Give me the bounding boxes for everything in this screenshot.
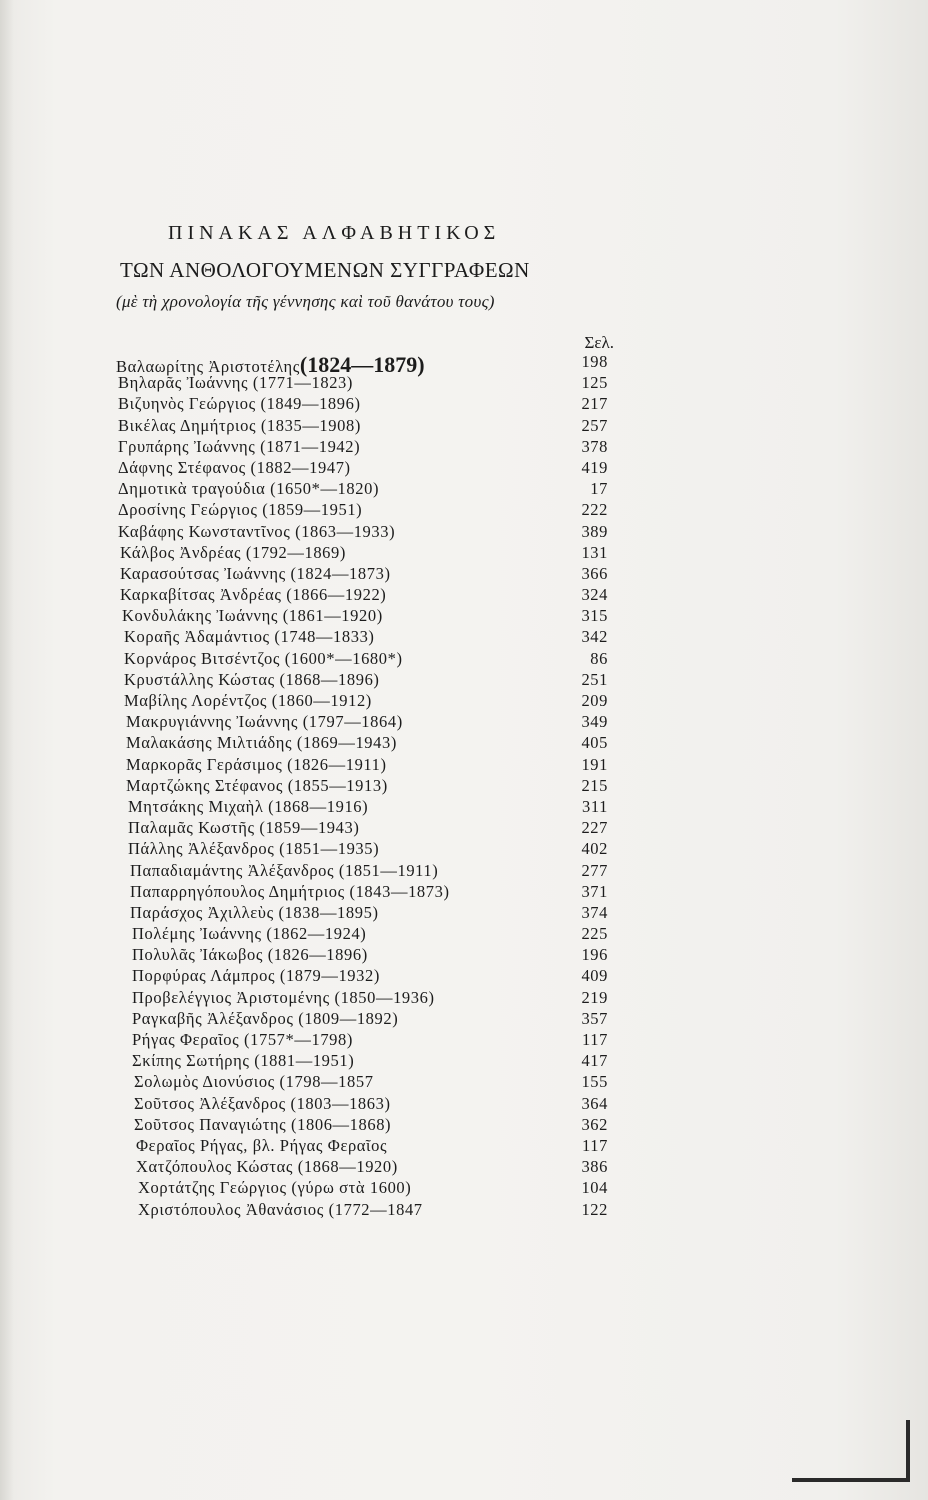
index-entry-page: 402 — [581, 839, 608, 859]
index-entry-years: (1855—1913) — [287, 775, 388, 795]
index-entry-years: (1879—1932) — [279, 966, 380, 986]
index-entry-author-name: Καρασούτσας Ἰωάννης — [120, 563, 286, 583]
index-entry-author — [118, 416, 361, 436]
index-entry-years: (1863—1933) — [295, 521, 396, 541]
index-entry-author-name: Σοῦτσος Ἀλέξανδρος — [134, 1093, 286, 1113]
index-entry-author — [136, 1157, 398, 1177]
index-entry-years: (1824—1879) — [299, 352, 425, 377]
index-entry-years: (1859—1943) — [259, 818, 360, 838]
index-entry — [0, 776, 928, 797]
index-entry-page: 125 — [581, 373, 608, 393]
index-entry-years: (1868—1920) — [297, 1157, 398, 1177]
index-note: (μὲ τὴ χρονολογία τῆς γέννησης καὶ τοῦ θανάτου τους) — [116, 292, 495, 311]
index-entry-years: (1862—1924) — [266, 924, 367, 944]
index-entry — [0, 882, 928, 903]
index-entry-page: 191 — [581, 754, 608, 774]
index-entry-author — [124, 670, 380, 690]
index-entry — [0, 691, 928, 712]
index-entry-author-name: Κοραῆς Ἀδαμάντιος — [124, 627, 270, 647]
index-entry — [0, 966, 928, 987]
index-entry — [0, 1136, 928, 1157]
index-entry-author — [120, 585, 386, 605]
index-entry-author-name: Πολυλᾶς Ἰάκωβος — [132, 945, 263, 965]
index-entry-author — [128, 839, 379, 859]
index-entry — [0, 839, 928, 860]
index-entry-page: 198 — [581, 352, 608, 371]
index-entry — [0, 606, 928, 627]
index-entry-years: (1826—1911) — [287, 754, 387, 774]
index-entry-author — [120, 543, 346, 563]
index-entry-page: 378 — [581, 436, 608, 456]
index-entry-author — [126, 755, 387, 775]
index-entry — [0, 1009, 928, 1030]
index-entry — [0, 903, 928, 924]
index-entry — [0, 416, 928, 437]
index-entry-years: (1838—1895) — [278, 902, 379, 922]
index-entry-author — [132, 945, 368, 965]
index-entry-author — [124, 627, 375, 647]
index-entry-author — [134, 1094, 391, 1114]
index-entry-years: (1850—1936) — [334, 987, 435, 1007]
index-entry-author — [126, 712, 403, 732]
index-entry-years: (1757*—1798) — [244, 1030, 353, 1049]
index-entry-author — [118, 373, 353, 393]
index-entry — [0, 585, 928, 606]
index-entry-page: 196 — [581, 945, 608, 965]
index-entry-years: (1843—1873) — [349, 881, 450, 901]
index-entry-years: (1868—1916) — [268, 796, 369, 816]
index-entry-author-name: Δροσίνης Γεώργιος — [118, 500, 258, 520]
index-entry-author-name: Χορτάτζης Γεώργιος — [138, 1178, 287, 1198]
index-entry-years: (1798—1857 — [279, 1072, 374, 1092]
index-entry — [0, 458, 928, 479]
index-entry — [0, 924, 928, 945]
index-entry-page: 386 — [581, 1157, 608, 1177]
index-entry — [0, 818, 928, 839]
index-entry-years: (1748—1833) — [274, 627, 375, 647]
index-entry-author-name: Ρήγας Φεραῖος — [132, 1030, 240, 1049]
index-entry-author-name: Σοῦτσος Παναγιώτης — [134, 1114, 287, 1134]
index-entry-author-name: Καβάφης Κωνσταντῖνος — [118, 521, 291, 541]
index-entry — [0, 733, 928, 754]
index-entry-page: 277 — [581, 860, 608, 880]
index-entry-page: 215 — [581, 775, 608, 795]
crop-mark-vertical — [906, 1420, 910, 1482]
index-entry-author — [126, 776, 388, 796]
index-entry-author — [132, 924, 366, 944]
index-entry — [0, 543, 928, 564]
index-entry-author-name: Μαβίλης Λορέντζος — [124, 691, 268, 710]
index-entry — [0, 522, 928, 543]
index-entry-author-name: Κάλβος Ἀνδρέας — [120, 542, 242, 562]
index-entry-page: 374 — [581, 902, 608, 922]
index-entry-page: 419 — [581, 457, 608, 477]
index-entry-author-name: Βικέλας Δημήτριος — [118, 415, 257, 435]
index-entry-author — [128, 797, 368, 817]
index-entry-page: 86 — [590, 648, 608, 668]
index-entry-author-name: Καρκαβίτσας Ἀνδρέας — [120, 585, 282, 605]
index-entry-years: (1650*—1820) — [270, 479, 380, 499]
index-entry-author-name: Μαρτζώκης Στέφανος — [126, 775, 283, 795]
index-entry-page: 364 — [581, 1093, 608, 1113]
index-entry-page: 17 — [590, 479, 608, 499]
index-entry-page: 209 — [581, 691, 608, 710]
index-entry-author-name: Κορνάρος Βιτσέντζος — [124, 648, 281, 668]
index-entry-author-name: Μαρκορᾶς Γεράσιμος — [126, 754, 283, 774]
index-entry — [0, 755, 928, 776]
index-entry-author-name: Πάλλης Ἀλέξανδρος — [128, 839, 275, 859]
index-entry-years: (1861—1920) — [282, 606, 383, 626]
index-entry-page: 405 — [581, 733, 608, 753]
index-entry-author-name: Χριστόπουλος Ἀθανάσιος — [138, 1199, 324, 1219]
index-entry — [0, 437, 928, 458]
index-entry-years: (1869—1943) — [296, 733, 397, 753]
index-entry-years: (1835—1908) — [260, 415, 361, 435]
index-entry-page: 315 — [581, 606, 608, 626]
index-entry-author — [118, 500, 362, 520]
index-entry-author — [134, 1115, 391, 1135]
index-entry-author — [136, 1136, 387, 1156]
index-entry-page: 155 — [581, 1072, 608, 1092]
index-entry-years: (1882—1947) — [250, 457, 351, 477]
index-entry — [0, 627, 928, 648]
index-entry-page: 409 — [581, 966, 608, 986]
index-entry-author-name: Προβελέγγιος Ἀριστομένης — [132, 987, 330, 1007]
index-entry — [0, 352, 928, 377]
crop-mark-horizontal — [792, 1478, 910, 1482]
index-entry-author — [118, 522, 395, 542]
index-entry-years: (1868—1896) — [279, 669, 380, 689]
index-entry-author — [118, 437, 360, 457]
index-entry-author-name: Μακρυγιάννης Ἰωάννης — [126, 712, 298, 732]
index-entry-years: (1849—1896) — [260, 394, 361, 414]
index-entry-author — [132, 1009, 398, 1029]
index-entry-page: 122 — [581, 1199, 608, 1219]
index-entry-years: (1866—1922) — [286, 585, 387, 605]
index-title: ΠΙΝΑΚΑΣ ΑΛΦΑΒΗΤΙΚΟΣ — [168, 222, 501, 244]
index-entry-author-name: Βηλαρᾶς Ἰωάννης — [118, 373, 249, 393]
index-entry-page: 225 — [581, 924, 608, 944]
index-entry-page: 251 — [581, 669, 608, 689]
index-entry-page: 389 — [581, 521, 608, 541]
index-entry-author-name: Κονδυλάκης Ἰωάννης — [122, 606, 278, 626]
index-entry-page: 219 — [581, 987, 608, 1007]
index-entry-years: (1881—1951) — [254, 1051, 355, 1071]
index-entry-page: 349 — [581, 712, 608, 732]
index-entry-page: 371 — [581, 881, 608, 901]
index-entry-author — [118, 479, 379, 499]
index-entry-author — [132, 1030, 353, 1050]
index-entry-page: 342 — [581, 627, 608, 647]
page-column-header: Σελ. — [584, 333, 614, 352]
index-entry-author — [134, 1072, 374, 1092]
index-entry — [0, 479, 928, 500]
index-entry — [0, 649, 928, 670]
index-entry-years: (1851—1935) — [279, 839, 380, 859]
index-entry-page: 117 — [582, 1030, 608, 1049]
index-entry — [0, 1030, 928, 1051]
index-entry — [0, 1051, 928, 1072]
index-entry-years: (1809—1892) — [298, 1008, 399, 1028]
index-entry — [0, 861, 928, 882]
index-entry-author-name: Σολωμὸς Διονύσιος — [134, 1072, 275, 1092]
index-entry-author-name: Παράσχος Ἀχιλλεὺς — [130, 902, 274, 922]
index-entry-author-name: Γρυπάρης Ἰωάννης — [118, 436, 256, 456]
index-entry-years: (1797—1864) — [302, 712, 403, 732]
index-entry-page: 117 — [582, 1135, 608, 1155]
index-entry-author — [124, 649, 403, 669]
index-entry — [0, 1094, 928, 1115]
index-entry-years: (1600*—1680*) — [284, 648, 403, 668]
index-entry-author-name: Δημοτικὰ τραγούδια — [118, 479, 266, 499]
index-entry-author — [130, 882, 450, 902]
index-entry — [0, 945, 928, 966]
index-entry-page: 417 — [581, 1051, 608, 1071]
index-entry-author-name: Πολέμης Ἰωάννης — [132, 924, 262, 944]
index-entry-author-name: Μητσάκης Μιχαὴλ — [128, 796, 264, 816]
index-entry — [0, 1178, 928, 1199]
index-entry — [0, 1157, 928, 1178]
index-entry-page: 131 — [581, 542, 608, 562]
index-entry-years: (1803—1863) — [290, 1093, 391, 1113]
index-entry-author — [132, 988, 435, 1008]
index-entry-author-name: Παλαμᾶς Κωστῆς — [128, 818, 255, 838]
index-entry-page: 357 — [581, 1008, 608, 1028]
index-entry — [0, 394, 928, 415]
index-entry-years: (γύρω στὰ 1600) — [291, 1178, 412, 1198]
index-entry-author-name: Παπαρρηγόπουλος Δημήτριος — [130, 881, 345, 901]
index-entry-author-name: Χατζόπουλος Κώστας — [136, 1157, 294, 1177]
index-entry-page: 311 — [582, 796, 608, 816]
index-entry-author — [120, 564, 391, 584]
index-entry-author-name: Ραγκαβῆς Ἀλέξανδρος — [132, 1008, 294, 1028]
index-entry-author-name: Μαλακάσης Μιλτιάδης — [126, 733, 293, 753]
index-entry-years: (1792—1869) — [245, 542, 346, 562]
index-entry-author-name: Κρυστάλλης Κώστας — [124, 669, 275, 689]
index-entry-page: 324 — [581, 585, 608, 605]
author-index-list — [0, 352, 928, 1221]
index-entry — [0, 670, 928, 691]
index-entry-author — [126, 733, 397, 753]
index-entry-years: (1859—1951) — [262, 500, 363, 520]
index-entry — [0, 500, 928, 521]
index-entry-author-name: Παπαδιαμάντης Ἀλέξανδρος — [130, 860, 335, 880]
index-entry-years: (1871—1942) — [260, 436, 361, 456]
index-entry-years: (1772—1847 — [328, 1199, 423, 1219]
index-entry — [0, 564, 928, 585]
index-entry — [0, 988, 928, 1009]
index-entry-page: 362 — [581, 1114, 608, 1134]
index-entry-page: 257 — [581, 415, 608, 435]
index-entry-years: (1826—1896) — [267, 945, 368, 965]
index-entry-page: 217 — [581, 394, 608, 414]
index-entry-years: (1806—1868) — [291, 1114, 392, 1134]
index-entry-author — [118, 394, 361, 414]
index-entry-years: (1824—1873) — [290, 563, 391, 583]
index-entry-years: (1771—1823) — [252, 373, 353, 393]
index-entry-author — [138, 1200, 423, 1220]
index-entry-author — [138, 1178, 411, 1198]
index-entry — [0, 797, 928, 818]
index-entry — [0, 712, 928, 733]
index-entry-author — [128, 818, 359, 838]
index-entry — [0, 373, 928, 394]
index-entry-author — [118, 458, 351, 478]
index-subtitle: ΤΩΝ ΑΝΘΟΛΟΓΟΥΜΕΝΩΝ ΣΥΓΓΡΑΦΕΩΝ — [120, 258, 530, 282]
index-entry-page: 104 — [581, 1178, 608, 1198]
index-entry — [0, 1072, 928, 1093]
index-entry-author — [132, 1051, 354, 1071]
index-entry-author — [130, 903, 379, 923]
index-entry-author — [122, 606, 383, 626]
index-entry-years: (1851—1911) — [338, 860, 439, 880]
index-entry-author-name: Βαλαωρίτης Ἀριστοτέλης — [116, 357, 300, 376]
index-entry-author — [130, 861, 438, 881]
index-entry — [0, 1115, 928, 1136]
index-entry-author-name: Δάφνης Στέφανος — [118, 457, 246, 477]
index-entry-author — [124, 691, 372, 711]
index-entry — [0, 1200, 928, 1221]
index-entry-author-name: Βιζυηνὸς Γεώργιος — [118, 394, 256, 414]
index-entry-years: (1860—1912) — [271, 691, 372, 710]
index-entry-author-name: Σκίπης Σωτήρης — [132, 1051, 250, 1071]
index-entry-page: 227 — [581, 818, 608, 838]
index-entry-page: 366 — [581, 563, 608, 583]
index-entry-author — [132, 966, 380, 986]
index-entry-author-name: Φεραῖος Ρήγας, βλ. Ρήγας Φεραῖος — [136, 1135, 388, 1155]
index-entry-author-name: Πορφύρας Λάμπρος — [132, 966, 276, 986]
index-entry-page: 222 — [581, 500, 608, 520]
